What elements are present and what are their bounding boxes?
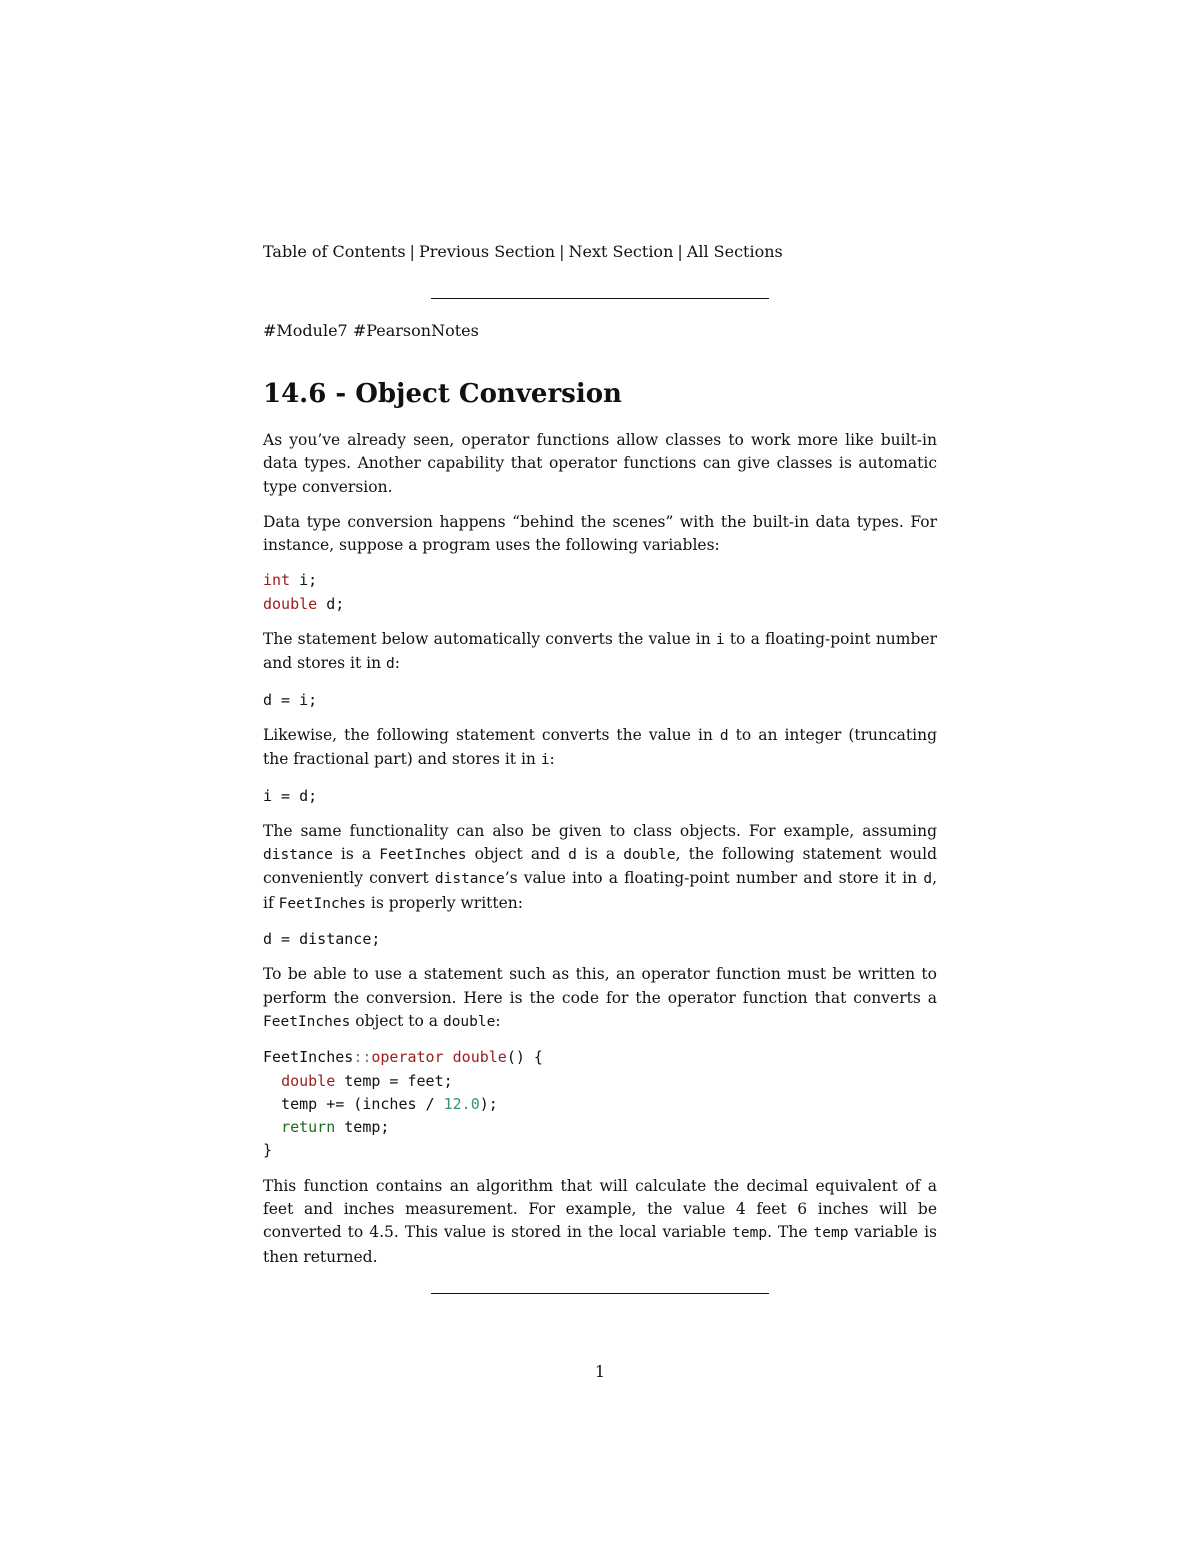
text-run: to an integer (truncating the fractional part) and stores it in — [263, 725, 937, 769]
code-text: FeetInches — [263, 1048, 354, 1067]
inline-code: FeetInches — [263, 1013, 351, 1030]
inline-code: d — [568, 847, 577, 864]
code-block-variables — [263, 569, 937, 616]
code-number: 12.0 — [443, 1094, 480, 1113]
text-run: is properly written: — [365, 893, 523, 912]
code-text: temp = feet; — [335, 1071, 453, 1090]
paragraph-class-objects — [263, 820, 937, 916]
code-text: () { — [506, 1048, 543, 1067]
text-run: ’s value into a floating-point number and store it in — [504, 869, 924, 888]
code-block-distance: d = distance; — [263, 930, 381, 949]
text-run: is a — [332, 845, 380, 864]
code-indent — [263, 1072, 281, 1090]
inline-code: d — [386, 656, 395, 673]
text-run: : — [495, 1011, 501, 1030]
text-run: To be able to use a statement such as this, an operator function must be written to perform the conversion. Here is the code for the operator function that converts a — [263, 965, 937, 1007]
text-run: variable is then returned. — [263, 1223, 937, 1266]
code-keyword: operator — [371, 1048, 444, 1067]
inline-code: distance — [434, 871, 505, 888]
code-keyword: int — [263, 571, 291, 590]
inline-code: temp — [732, 1225, 768, 1242]
code-text: } — [263, 1141, 273, 1160]
code-text: d; — [317, 594, 345, 613]
inline-code: FeetInches — [278, 895, 366, 912]
text-run: Likewise, the following statement converts the value in — [263, 725, 720, 744]
inline-code: double — [623, 847, 676, 864]
inline-code: double — [442, 1013, 496, 1030]
text-run: is a — [576, 845, 624, 864]
code-keyword: double — [452, 1048, 507, 1067]
text-run: The same functionality can also be given to class objects. For example, assuming — [263, 821, 937, 840]
paragraph-truncate — [263, 724, 937, 773]
text-run: object to a — [350, 1011, 443, 1030]
paragraph-operator-function — [263, 963, 937, 1034]
code-block-i-equals-d: i = d; — [263, 786, 318, 805]
tags-line: #Module7 #PearsonNotes — [263, 321, 479, 340]
previous-section-link[interactable]: Previous Section — [418, 242, 556, 261]
text-run: : — [394, 654, 400, 673]
code-text: temp += (inches / — [263, 1094, 444, 1113]
inline-code: distance — [263, 847, 333, 864]
bottom-divider — [431, 1293, 769, 1294]
code-text — [444, 1048, 453, 1066]
code-text: ); — [479, 1094, 498, 1113]
paragraph-behind-scenes: Data type conversion happens “behind the scenes” with the built-in data types. For instance, suppose a program uses the following variables: — [263, 512, 937, 555]
code-text: i; — [290, 571, 318, 590]
text-run: . The — [767, 1223, 814, 1242]
code-text: temp; — [335, 1118, 390, 1137]
next-section-link[interactable]: Next Section — [568, 242, 674, 261]
inline-code: FeetInches — [379, 847, 467, 864]
table-of-contents-link[interactable]: Table of Contents — [263, 242, 406, 261]
nav-separator: | — [559, 242, 565, 261]
nav-separator: | — [677, 242, 683, 261]
inline-code: d — [923, 871, 933, 888]
text-run: , the following statement would conveniently convert — [263, 845, 938, 888]
code-keyword: return — [281, 1118, 336, 1137]
code-block-operator-double — [263, 1046, 937, 1162]
section-title: 14.6 - Object Conversion — [263, 379, 622, 409]
inline-code: i — [540, 752, 550, 769]
text-run: The statement below automatically converts the value in — [263, 630, 716, 649]
paragraph-intro: As you’ve already seen, operator functions allow classes to work more like built-in data types. Another capability that operator functions can give classes is automatic type conversion. — [263, 431, 937, 496]
paragraph-auto-convert — [263, 628, 937, 677]
page-number: 1 — [594, 1362, 606, 1381]
text-run: This function contains an algorithm that will calculate the decimal equivalent of a feet and inches measurement. For example, the value 4 feet 6 inches will be converted to 4.5. This value is stored in the local variable — [263, 1176, 937, 1242]
code-keyword: double — [263, 594, 318, 613]
text-run: to a floating-point number and stores it in — [263, 630, 937, 673]
code-indent — [263, 1118, 281, 1136]
text-run: object and — [466, 845, 569, 864]
all-sections-link[interactable]: All Sections — [686, 242, 783, 261]
paragraph-algorithm — [263, 1175, 937, 1269]
top-divider — [431, 298, 769, 299]
document-page — [263, 240, 937, 1294]
section-navigation — [263, 240, 937, 264]
inline-code: i — [715, 632, 725, 649]
nav-separator: | — [409, 242, 415, 261]
code-block-d-equals-i: d = i; — [263, 690, 318, 709]
code-scope-operator: :: — [353, 1048, 372, 1067]
code-keyword: double — [281, 1071, 336, 1090]
inline-code: temp — [813, 1225, 849, 1242]
text-run: , if — [263, 869, 938, 912]
inline-code: d — [719, 727, 729, 744]
text-run: : — [549, 750, 555, 769]
